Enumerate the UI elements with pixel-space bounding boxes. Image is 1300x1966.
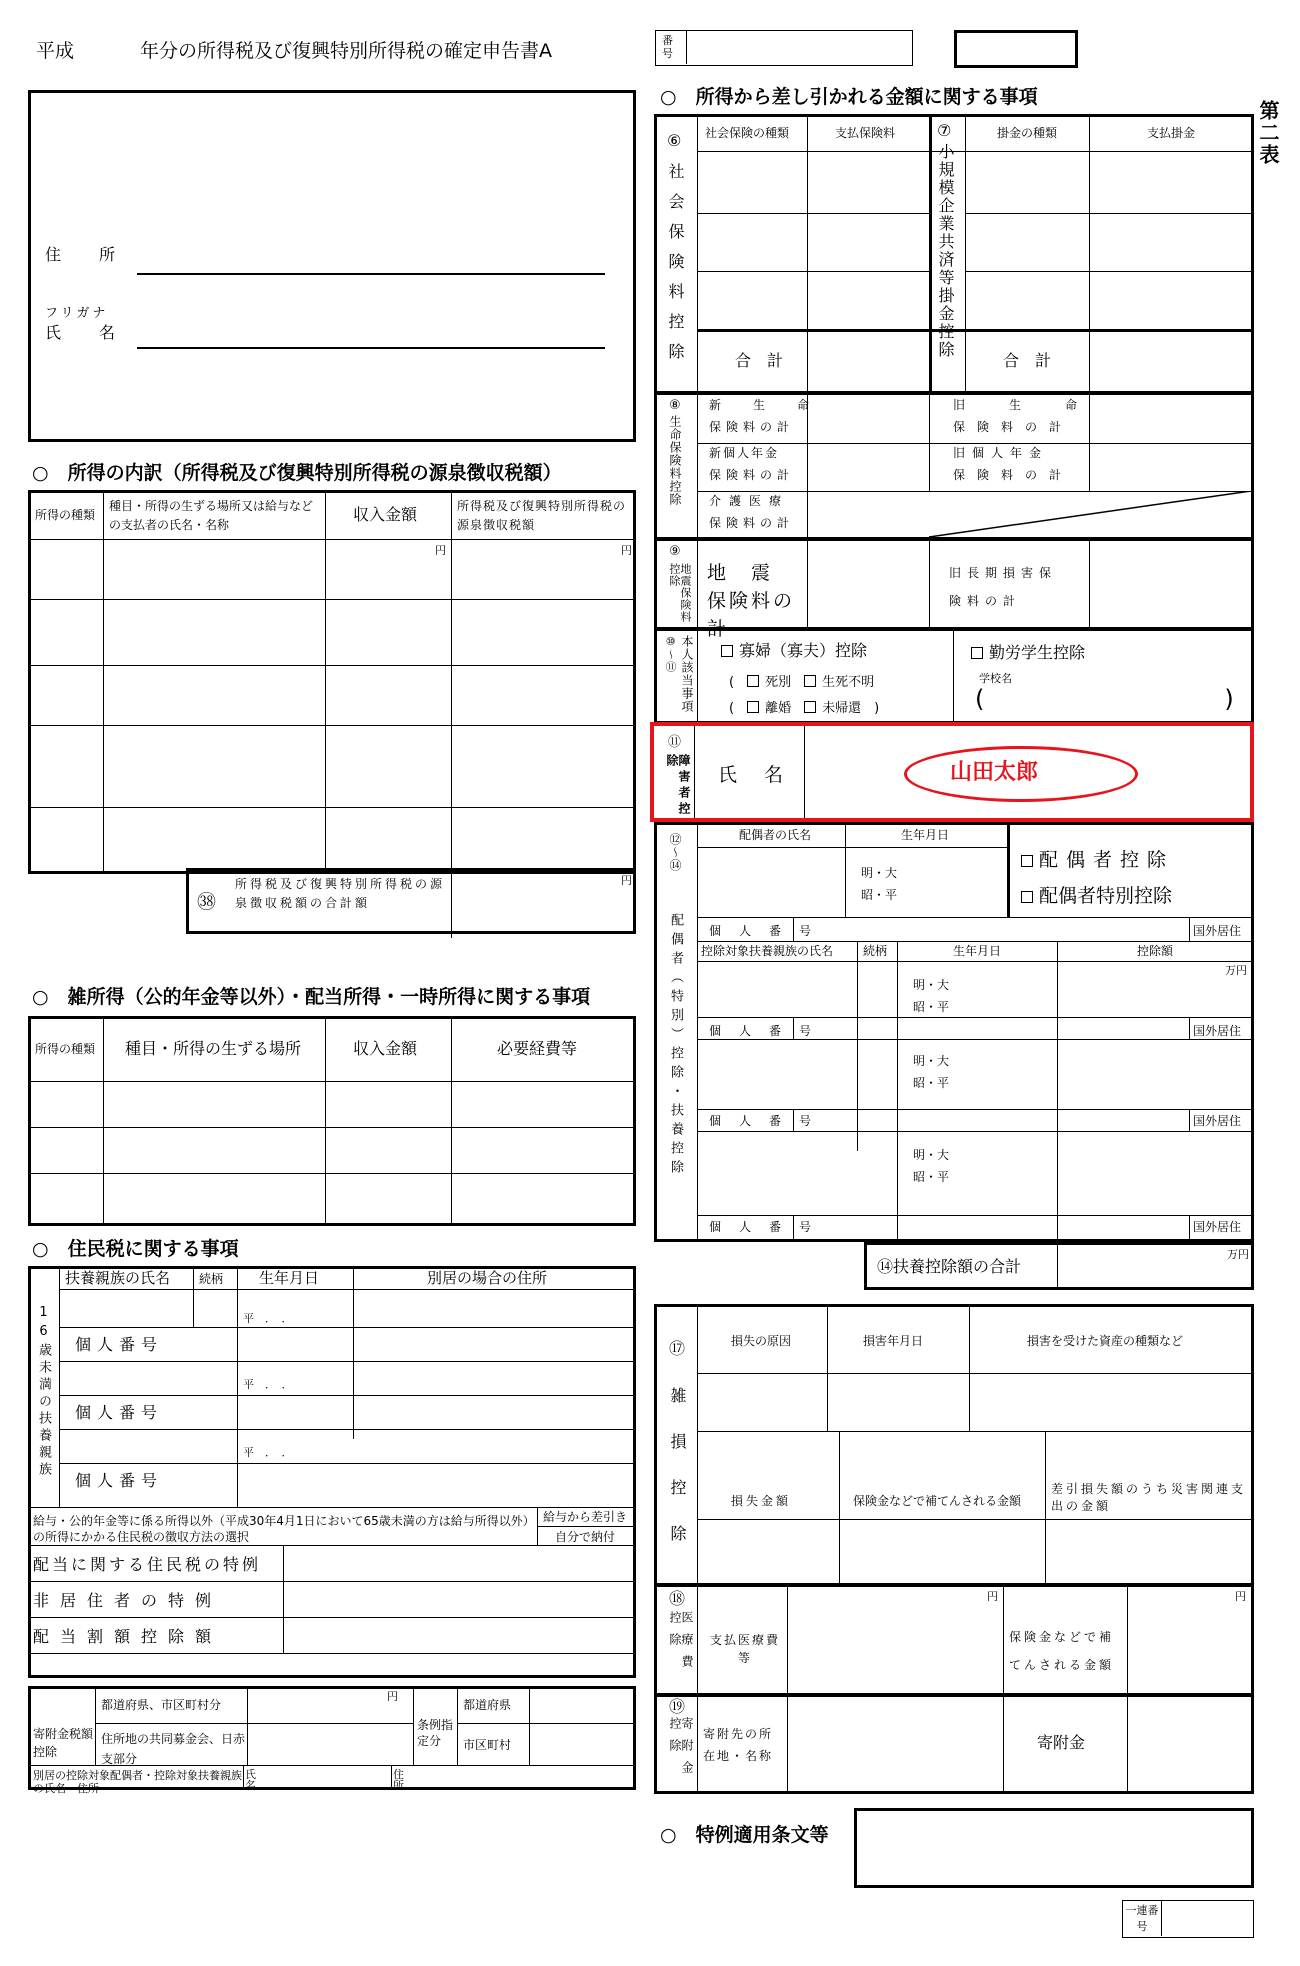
col-misc-expense: 必要経費等 (497, 1039, 578, 1058)
abroad-label[interactable]: 国外居住 (1193, 924, 1242, 938)
col-dep-amount: 控除額 (1137, 944, 1174, 958)
donation-label: 寄附金控除 (668, 1717, 694, 1783)
address-line[interactable] (137, 273, 605, 275)
yen-unit: 円 (435, 544, 446, 557)
col-dependent-name: 控除対象扶養親族の氏名 (701, 944, 834, 958)
pension-new: 新個人年金 (709, 446, 780, 460)
col-income: 収入金額 (353, 505, 418, 524)
widow-options[interactable]: ( 死別 生死不明 (729, 675, 875, 690)
social-no: ⑥ (667, 131, 682, 150)
my-number-label: 個人番号 (75, 1471, 164, 1490)
special-provisions-title: ○ 特例適用条文等 (660, 1824, 829, 1846)
number-field[interactable] (655, 30, 913, 66)
era-label: 平成 (36, 40, 75, 62)
col-donation-to: 寄附先の所在地・名称 (703, 1727, 774, 1763)
col-birth: 生年月日 (901, 828, 950, 842)
yen-unit: 円 (987, 1590, 998, 1603)
col-disaster: 差引損失額のうち災害関連支出の金額 (1051, 1482, 1247, 1513)
opt-self-pay[interactable]: 自分で納付 (555, 1530, 616, 1544)
donation-redcross: 住所地の共同募金会、日赤支部分 (101, 1732, 246, 1766)
my-number: 個 人 番 号 (709, 1114, 815, 1128)
col-cause: 損失の原因 (731, 1334, 792, 1348)
abroad-label[interactable]: 国外居住 (1193, 1024, 1242, 1038)
small-no: ⑦ (937, 121, 952, 140)
earthquake-table (654, 538, 1254, 640)
disabled-highlight (650, 722, 1254, 822)
small-total-label: 合 計 (1003, 351, 1052, 370)
self-items-label: 本人該当事項 (680, 635, 694, 713)
serial-number-field[interactable] (1122, 1900, 1254, 1938)
col-dependent-name: 扶養親族の氏名 (65, 1269, 171, 1287)
resident-tax-table (28, 1266, 636, 1678)
widow-checkbox[interactable]: 寡婦（寡夫）控除 (721, 643, 867, 659)
era-meiji: 明・大 (913, 1148, 950, 1162)
life-insurance-label: 生命保険料控除 (668, 415, 682, 506)
abroad-label[interactable]: 国外居住 (1193, 1220, 1242, 1234)
man-yen-unit: 万円 (1227, 1248, 1249, 1261)
dividend-deduction: 配当割額控除額 (33, 1627, 223, 1646)
era-showa: 昭・平 (861, 888, 898, 902)
spouse-special-checkbox[interactable]: 配偶者特別控除 (1021, 887, 1172, 906)
withholding-total (186, 868, 636, 934)
income-table (28, 490, 636, 874)
disabled-name-label: 氏 名 (718, 764, 788, 786)
era-meiji: 明・大 (913, 978, 950, 992)
misc-section-title: ○ 雑所得（公的年金等以外）・配当所得・一時所得に関する事項 (32, 986, 591, 1008)
ordinance-label: 条例指定分 (417, 1718, 454, 1748)
era-showa: 昭・平 (913, 1076, 950, 1090)
casualty-table (654, 1304, 1254, 1586)
life-insurance-table (654, 392, 1254, 540)
school-label: 学校名 (979, 672, 1012, 685)
ordinance-pref: 都道府県 (463, 1698, 512, 1712)
address-box (28, 90, 636, 442)
number-label: 番号 (662, 34, 673, 60)
dividend-special: 配当に関する住民税の特例 (33, 1555, 262, 1574)
name-short: 氏名 (245, 1768, 256, 1792)
collection-method: 給与・公的年金等に係る所得以外（平成30年4月1日において65歳未満の方は給与所得以外）の所得にかかる住民税の徴収方法の選択 (33, 1514, 529, 1544)
self-items-table (654, 628, 1254, 724)
small-enterprise-label: 小規模企業共済等掛金控除 (936, 143, 955, 359)
disabled-label: 障害者控除 (665, 754, 691, 818)
col-insurance: 保険金などで補てんされる金額 (853, 1494, 1022, 1508)
donation-pref-city: 都道府県、市区町村分 (101, 1698, 222, 1712)
col-social-paid: 支払保険料 (835, 126, 896, 140)
nonresident-special: 非居住者の特例 (33, 1591, 223, 1610)
col-dep-relation: 続柄 (863, 944, 888, 958)
donation-credit-label: 寄附金税額控除 (33, 1727, 94, 1759)
col-med-paid: 支払医療費等 (709, 1633, 780, 1665)
col-small-type: 掛金の種類 (997, 126, 1058, 140)
col-misc-type: 所得の種類 (35, 1042, 96, 1056)
furigana-label: フリガナ (45, 306, 109, 321)
donation-table (654, 1694, 1254, 1794)
life-new: 新 生 命 (709, 398, 820, 412)
my-number-label: 個人番号 (75, 1335, 164, 1354)
address-label: 住 所 (45, 245, 118, 264)
dependent-total (864, 1242, 1254, 1290)
medical-label: 医療費控除 (668, 1611, 694, 1677)
col-withholding: 所得税及び復興特別所得税の源泉徴収税額 (457, 499, 627, 532)
spouse-label: 配偶者（特別）控除・扶養控除 (668, 913, 683, 1179)
medical-care-total: 保険料の計 (709, 516, 795, 530)
school-bracket[interactable]: ( ) (975, 685, 1234, 713)
separate-dependent: 別居の控除対象配偶者・控除対象扶養親族の氏名・住所 (33, 1769, 242, 1795)
donation-resident (28, 1686, 636, 1795)
era-meiji: 明・大 (861, 866, 898, 880)
name-line[interactable] (137, 347, 605, 349)
era-heisei: 平 ． ． (243, 1446, 293, 1459)
era-heisei: 平 ． ． (243, 1312, 293, 1325)
ordinance-city: 市区町村 (463, 1738, 512, 1752)
total-number: ㊳ (197, 891, 217, 913)
under16-label: 16歳未満の扶養親族 (36, 1305, 51, 1479)
man-yen-unit: 万円 (1225, 964, 1247, 977)
stamp-box (954, 30, 1078, 68)
my-number-label: 個人番号 (75, 1403, 164, 1422)
era-meiji: 明・大 (913, 1054, 950, 1068)
quake-no: ⑨ (669, 544, 681, 559)
yen-unit: 円 (387, 1690, 398, 1703)
col-relation: 続柄 (199, 1272, 224, 1286)
income-section-title: ○ 所得の内訳（所得税及び復興特別所得税の源泉徴収税額） (32, 462, 562, 484)
col-birth: 生年月日 (259, 1269, 320, 1287)
pension-old: 旧個人年金 (953, 446, 1049, 460)
address-short: 住所 (393, 1768, 404, 1792)
casualty-label: 雑損控除 (668, 1387, 687, 1571)
disabled-no: ⑪ (668, 735, 682, 750)
my-number: 個 人 番 号 (709, 1024, 815, 1038)
col-spouse-name: 配偶者の氏名 (739, 828, 812, 842)
col-small-paid: 支払掛金 (1147, 126, 1196, 140)
life-new-total: 保険料の計 (709, 420, 795, 434)
col-misc-income: 収入金額 (353, 1039, 418, 1058)
name-label: 氏 名 (45, 323, 118, 342)
col-payer: 種目・所得の生ずる場所又は給与などの支払者の氏名・名称 (109, 499, 314, 532)
table-label: 第二表 (1256, 100, 1280, 166)
spouse-deduction-checkbox[interactable]: 配偶者控除 (1021, 851, 1174, 870)
col-dep-birth: 生年月日 (953, 944, 1002, 958)
student-checkbox[interactable]: 勤労学生控除 (971, 645, 1085, 661)
withholding-total-label: 所得税及び復興特別所得税の源泉徴収税額の合計額 (235, 877, 446, 910)
social-total-label: 合 計 (735, 351, 784, 370)
resident-section-title: ○ 住民税に関する事項 (32, 1238, 239, 1260)
spouse-no: ⑫〜⑭ (668, 833, 682, 872)
serial-label: 一連番号 (1125, 1904, 1159, 1933)
life-old-total: 保険料の計 (953, 420, 1074, 434)
earthquake-label: 地震保険料控除 (668, 563, 692, 623)
yen-unit: 円 (1235, 1590, 1246, 1603)
abroad-label[interactable]: 国外居住 (1193, 1114, 1242, 1128)
era-showa: 昭・平 (913, 1170, 950, 1184)
yen-unit: 円 (621, 544, 632, 557)
medical-no: ⑱ (669, 1589, 686, 1608)
era-heisei: 平 ． ． (243, 1378, 293, 1391)
col-loss: 損失金額 (731, 1494, 792, 1508)
opt-from-salary[interactable]: 給与から差引き (543, 1510, 628, 1524)
disabled-name-value[interactable]: 山田太郎 (950, 760, 1039, 785)
col-asset: 損害を受けた資産の種類など (1027, 1334, 1184, 1348)
col-damage-date: 損害年月日 (863, 1334, 924, 1348)
misc-income-table (28, 1016, 636, 1226)
pension-old-total: 保険料の計 (953, 468, 1074, 482)
col-med-insurance: 保険金などで補てんされる金額 (1009, 1630, 1115, 1672)
era-showa: 昭・平 (913, 1000, 950, 1014)
widow-options2[interactable]: ( 離婚 未帰還 ) (729, 701, 880, 716)
col-income-type: 所得の種類 (35, 508, 96, 522)
deduction-section-title: ○ 所得から差し引かれる金額に関する事項 (660, 86, 1038, 108)
earthquake-total: 地 震 保険料の計 (707, 562, 796, 640)
dependent-total-label: ⑭扶養控除額の合計 (877, 1257, 1022, 1276)
special-provisions-field[interactable] (854, 1808, 1254, 1888)
diagonal-strike (929, 491, 1251, 537)
medical-care: 介護医療 (709, 494, 790, 508)
life-old: 旧 生 命 (953, 398, 1094, 412)
pension-new-total: 保険料の計 (709, 468, 795, 482)
life-no: ⑧ (669, 398, 681, 413)
col-donation-amt: 寄附金 (1037, 1733, 1086, 1752)
my-number: 個 人 番 号 (709, 924, 815, 938)
my-number: 個 人 番 号 (709, 1220, 815, 1234)
col-address: 別居の場合の住所 (427, 1269, 548, 1287)
social-insurance-table (654, 114, 1254, 394)
col-misc-place: 種目・所得の生ずる場所 (125, 1039, 302, 1058)
yen-unit: 円 (621, 874, 632, 887)
social-insurance-label: 社会保険料控除 (666, 163, 685, 373)
self-no: ⑩〜⑪ (664, 635, 677, 673)
casualty-no: ⑰ (669, 1339, 686, 1358)
spouse-dependent-table (654, 822, 1254, 1242)
donation-no: ⑲ (669, 1697, 686, 1716)
col-social-type: 社会保険の種類 (705, 126, 790, 140)
medical-table (654, 1584, 1254, 1696)
form-title: 年分の所得税及び復興特別所得税の確定申告書A (140, 40, 552, 62)
old-long-term: 旧長期損害保険料の計 (949, 566, 1058, 608)
